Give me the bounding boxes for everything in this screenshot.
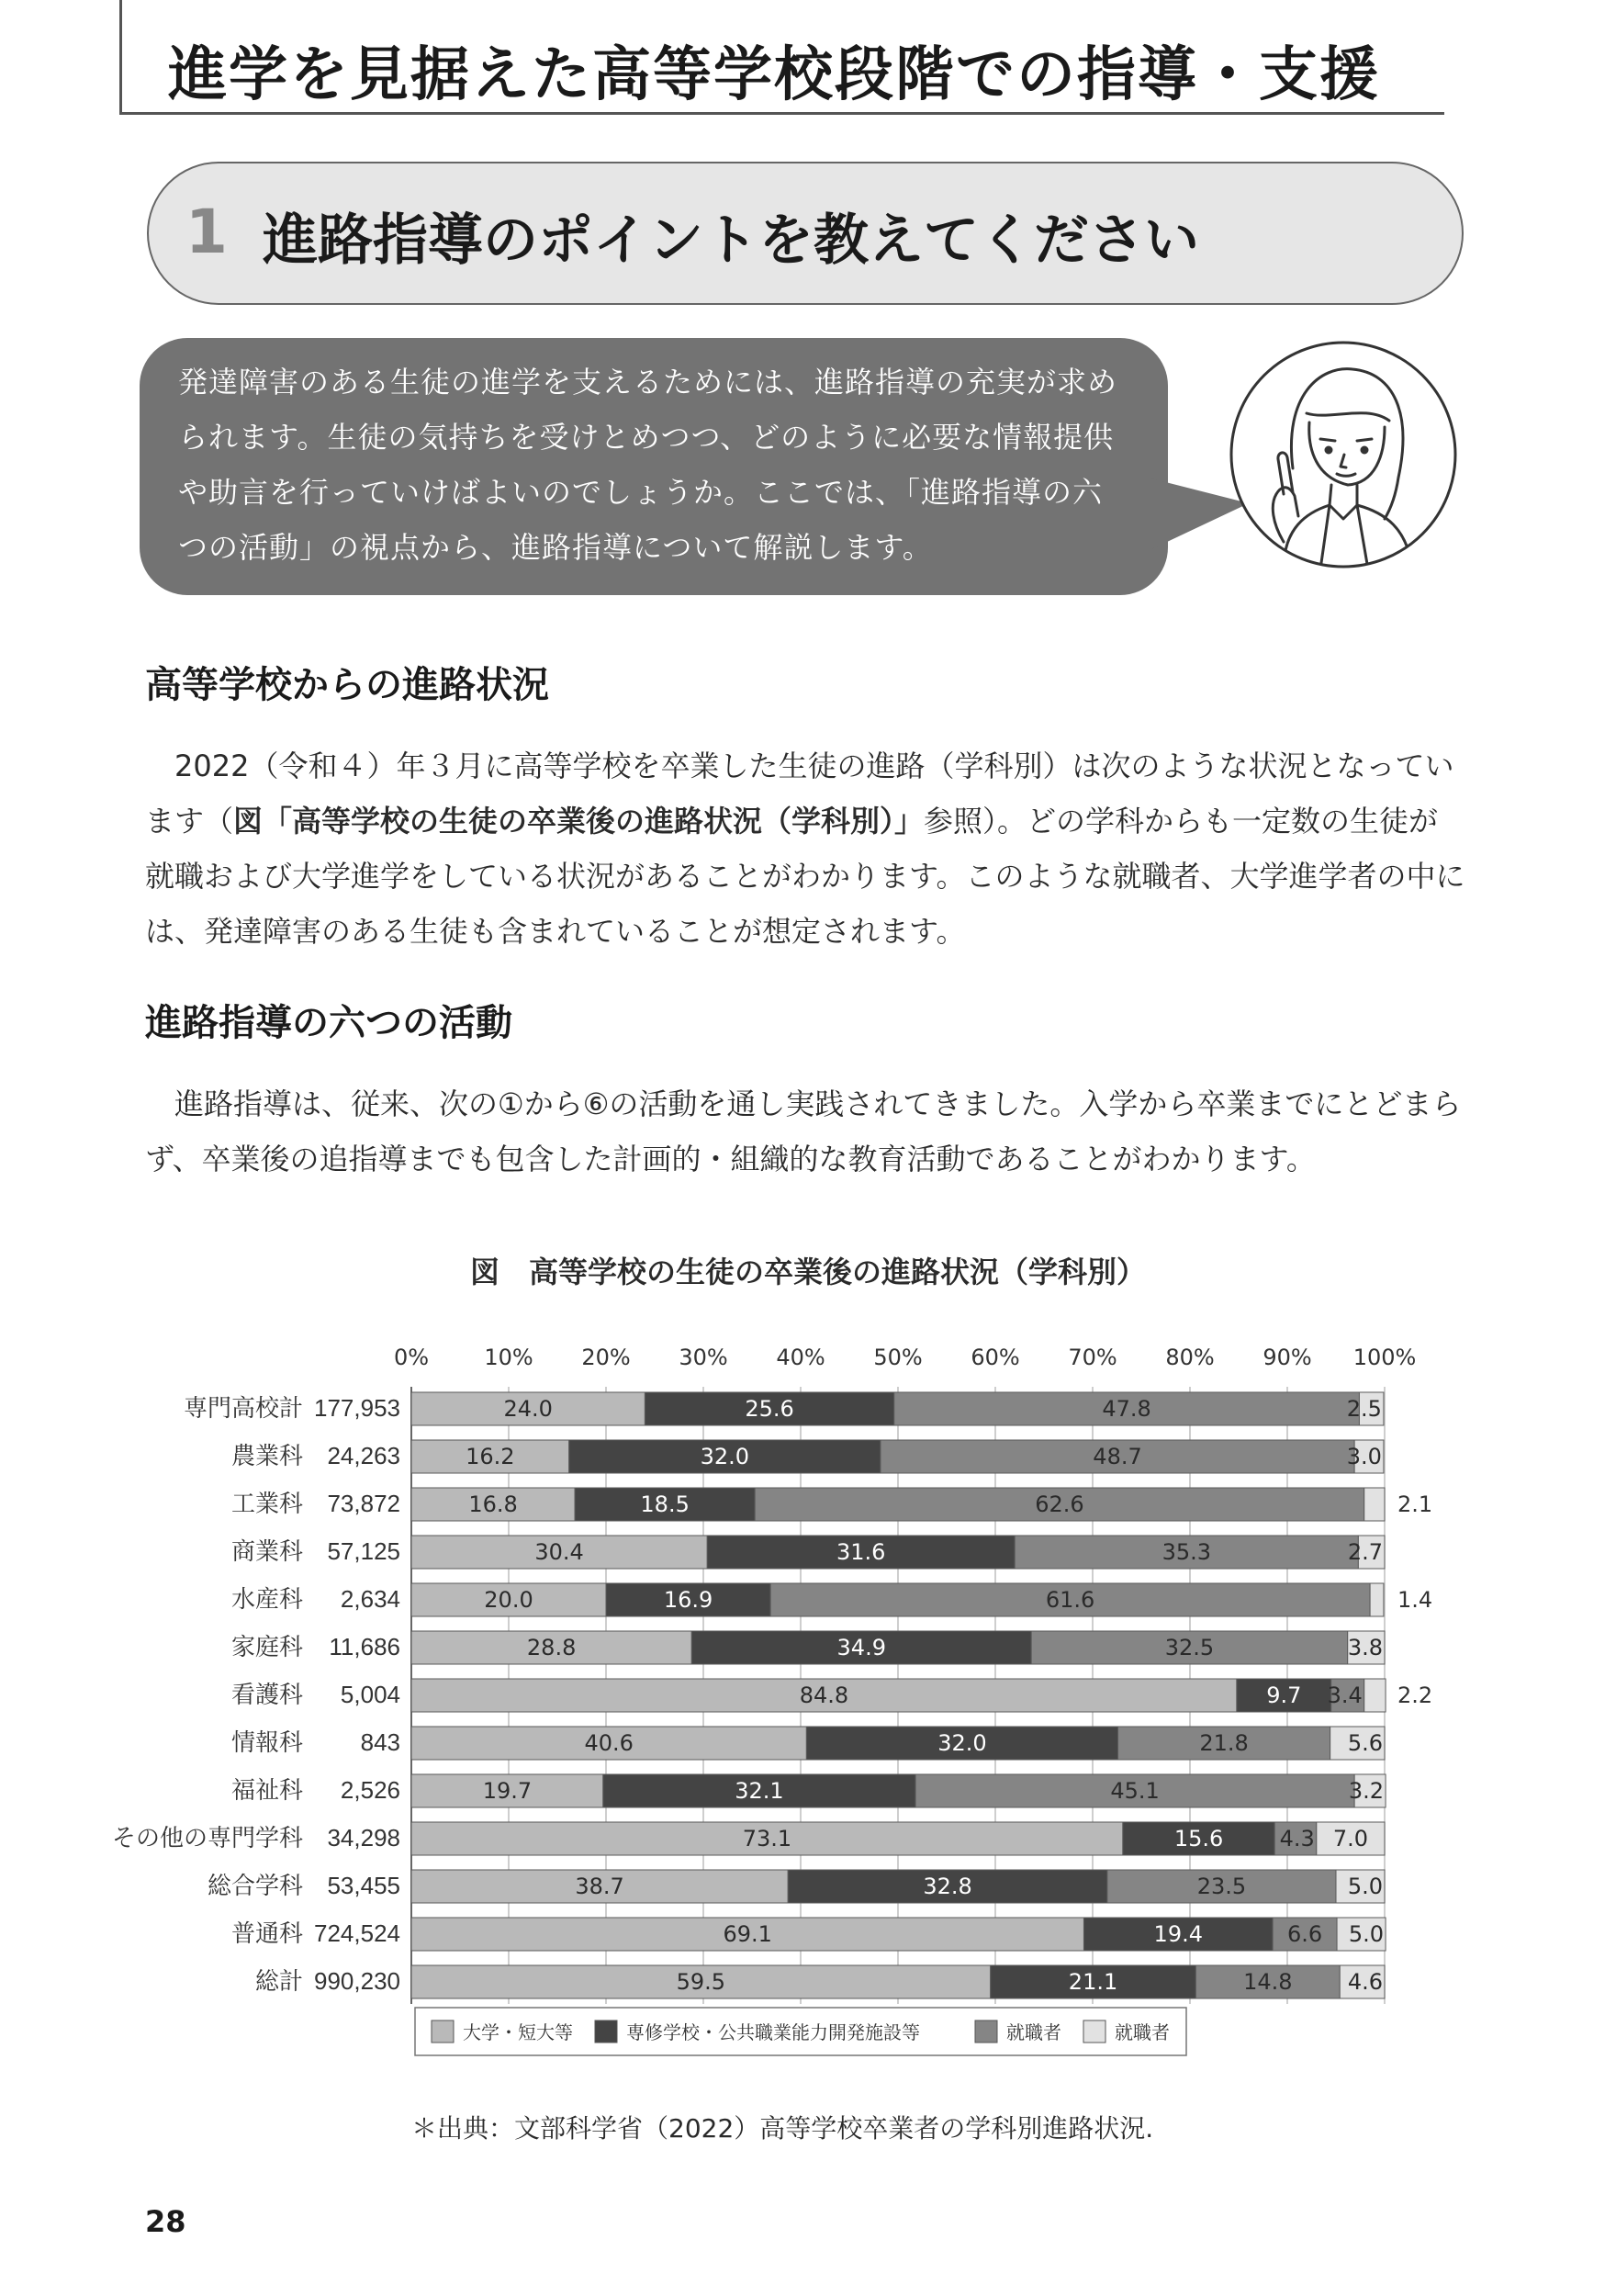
category-count: 177,953 bbox=[314, 1394, 400, 1422]
data-label: 28.8 bbox=[526, 1635, 577, 1660]
data-label: 21.1 bbox=[1068, 1969, 1118, 1995]
data-label: 3.4 bbox=[1327, 1683, 1363, 1708]
x-tick-label: 50% bbox=[873, 1345, 923, 1370]
page-title: 進学を見据えた高等学校段階での指導・支援 bbox=[168, 41, 1380, 109]
category-label: 情報科 bbox=[230, 1728, 303, 1756]
data-label: 1.4 bbox=[1397, 1587, 1433, 1613]
category-count: 990,230 bbox=[314, 1967, 400, 1995]
x-tick-label: 90% bbox=[1262, 1345, 1312, 1370]
category-count: 2,634 bbox=[340, 1585, 400, 1613]
section-number: 1 bbox=[185, 197, 228, 267]
category-label: 家庭科 bbox=[230, 1633, 303, 1660]
intro-line: られます。生徒の気持ちを受けとめつつ、どのように必要な情報提供 bbox=[178, 420, 1115, 455]
data-label: 14.8 bbox=[1243, 1969, 1293, 1995]
category-label: 普通科 bbox=[230, 1919, 303, 1947]
data-label: 7.0 bbox=[1332, 1826, 1368, 1851]
data-label: 20.0 bbox=[484, 1587, 533, 1613]
page-number: 28 bbox=[145, 2204, 186, 2239]
intro-speech-bubble bbox=[140, 338, 1168, 595]
x-tick-label: 80% bbox=[1165, 1345, 1215, 1370]
category-label: 水産科 bbox=[230, 1585, 303, 1613]
category-count: 2,526 bbox=[340, 1776, 400, 1804]
data-label: 59.5 bbox=[676, 1969, 726, 1995]
data-label: 32.1 bbox=[735, 1778, 784, 1804]
legend-label: 就職者 bbox=[1115, 2021, 1170, 2043]
category-label: 農業科 bbox=[230, 1442, 303, 1469]
career-path-stacked-bar-chart bbox=[0, 1322, 1616, 2094]
legend-swatch bbox=[1083, 2020, 1105, 2043]
data-label: 84.8 bbox=[799, 1683, 849, 1708]
bar-segment bbox=[1364, 1679, 1386, 1712]
x-tick-label: 40% bbox=[776, 1345, 825, 1370]
legend-label: 大学・短大等 bbox=[463, 2021, 573, 2043]
category-count: 57,125 bbox=[327, 1537, 400, 1565]
body-text: 参照）。どの学科からも一定数の生徒が就職および大学進学をしている状況があることがわかります。このような就職者、大学進学者の中には、発達障害のある生徒も含まれていることが想定されます。 bbox=[145, 804, 1465, 949]
data-label: 16.2 bbox=[466, 1444, 515, 1469]
source-note: ＊出典：文部科学省（2022）高等学校卒業者の学科別進路状況. bbox=[411, 2113, 1154, 2144]
bar-segment bbox=[1370, 1583, 1384, 1616]
legend-label: 専修学校・公共職業能力開発施設等 bbox=[626, 2021, 920, 2043]
data-label: 40.6 bbox=[584, 1730, 634, 1756]
data-label: 69.1 bbox=[723, 1921, 772, 1947]
section-title-pill bbox=[147, 162, 1464, 305]
data-label: 25.6 bbox=[745, 1396, 794, 1422]
category-label: 総合学科 bbox=[207, 1872, 303, 1899]
data-label: 45.1 bbox=[1110, 1778, 1160, 1804]
data-label: 48.7 bbox=[1093, 1444, 1142, 1469]
data-label: 47.8 bbox=[1102, 1396, 1151, 1422]
section-heading: 高等学校からの進路状況 bbox=[145, 664, 549, 706]
page-header bbox=[119, 0, 1444, 115]
body-paragraph: 進路指導は、従来、次の①から⑥の活動を通し実践されてきました。入学から卒業までにとどまらず、卒業後の追指導までも包含した計画的・組織的な教育活動であることがわかります。 bbox=[145, 1086, 1462, 1176]
data-label: 9.7 bbox=[1266, 1683, 1302, 1708]
category-count: 34,298 bbox=[327, 1824, 400, 1851]
legend-swatch bbox=[595, 2020, 617, 2043]
x-tick-label: 30% bbox=[679, 1345, 728, 1370]
data-label: 21.8 bbox=[1199, 1730, 1249, 1756]
category-count: 5,004 bbox=[340, 1681, 400, 1708]
data-label: 16.8 bbox=[468, 1491, 518, 1517]
data-label: 23.5 bbox=[1196, 1874, 1247, 1899]
data-label: 4.3 bbox=[1279, 1826, 1315, 1851]
data-label: 73.1 bbox=[742, 1826, 792, 1851]
data-label: 5.6 bbox=[1347, 1730, 1383, 1756]
section-title: 進路指導のポイントを教えてください bbox=[263, 208, 1199, 273]
data-label: 32.0 bbox=[937, 1730, 987, 1756]
x-tick-label: 0% bbox=[393, 1345, 430, 1370]
data-label: 61.6 bbox=[1045, 1587, 1095, 1613]
figure-reference: 図「高等学校の生徒の卒業後の進路状況（学科別）」 bbox=[233, 804, 925, 838]
x-tick-label: 70% bbox=[1068, 1345, 1117, 1370]
teacher-avatar-icon bbox=[1229, 340, 1458, 569]
x-tick-label: 10% bbox=[484, 1345, 533, 1370]
data-label: 18.5 bbox=[640, 1491, 690, 1517]
data-label: 35.3 bbox=[1162, 1539, 1212, 1565]
data-label: 19.7 bbox=[482, 1778, 533, 1804]
category-count: 73,872 bbox=[327, 1490, 400, 1517]
legend-swatch bbox=[432, 2020, 454, 2043]
category-label: 福祉科 bbox=[230, 1776, 303, 1804]
data-label: 6.6 bbox=[1286, 1921, 1323, 1947]
body-paragraph bbox=[145, 738, 1467, 959]
data-label: 31.6 bbox=[836, 1539, 886, 1565]
data-label: 2.1 bbox=[1397, 1491, 1433, 1517]
legend-swatch bbox=[975, 2020, 997, 2043]
section-heading: 進路指導の六つの活動 bbox=[145, 1002, 512, 1044]
data-label: 34.9 bbox=[836, 1635, 886, 1660]
category-label: その他の専門学科 bbox=[111, 1824, 303, 1851]
data-label: 5.0 bbox=[1348, 1921, 1385, 1947]
category-count: 843 bbox=[360, 1728, 400, 1756]
data-label: 24.0 bbox=[503, 1396, 553, 1422]
data-label: 19.4 bbox=[1153, 1921, 1203, 1947]
category-label: 看護科 bbox=[230, 1681, 303, 1708]
data-label: 32.5 bbox=[1164, 1635, 1215, 1660]
data-label: 5.0 bbox=[1347, 1874, 1383, 1899]
category-count: 11,686 bbox=[329, 1633, 400, 1660]
data-label: 3.8 bbox=[1347, 1635, 1383, 1660]
data-label: 32.8 bbox=[923, 1874, 972, 1899]
category-count: 724,524 bbox=[314, 1919, 400, 1947]
x-tick-label: 60% bbox=[971, 1345, 1020, 1370]
data-label: 2.7 bbox=[1347, 1539, 1383, 1565]
data-label: 2.5 bbox=[1346, 1396, 1382, 1422]
category-label: 商業科 bbox=[230, 1537, 303, 1565]
data-label: 4.6 bbox=[1347, 1969, 1383, 1995]
x-tick-label: 20% bbox=[581, 1345, 631, 1370]
bar-segment bbox=[1364, 1488, 1385, 1521]
x-tick-label: 100% bbox=[1352, 1345, 1417, 1370]
data-label: 2.2 bbox=[1397, 1683, 1433, 1708]
intro-line: つの活動」の視点から、進路指導について解説します。 bbox=[178, 530, 933, 565]
legend-label: 就職者 bbox=[1006, 2021, 1061, 2043]
category-count: 53,455 bbox=[327, 1872, 400, 1899]
data-label: 38.7 bbox=[575, 1874, 624, 1899]
category-label: 工業科 bbox=[230, 1490, 303, 1517]
data-label: 15.6 bbox=[1173, 1826, 1224, 1851]
figure-title: 図 高等学校の生徒の卒業後の進路状況（学科別） bbox=[469, 1255, 1146, 1289]
category-label: 総計 bbox=[254, 1967, 303, 1995]
data-label: 3.0 bbox=[1346, 1444, 1382, 1469]
data-label: 30.4 bbox=[534, 1539, 584, 1565]
body-text: 2022（令和４）年３月に高等学校を卒業した生徒の進路（学科別）は次のような状況となっています（ bbox=[145, 748, 1454, 838]
intro-line: 発達障害のある生徒の進学を支えるためには、進路指導の充実が求め bbox=[178, 365, 1118, 400]
category-count: 24,263 bbox=[327, 1442, 400, 1469]
category-label: 専門高校計 bbox=[183, 1394, 303, 1422]
intro-line: や助言を行っていけばよいのでしょうか。ここでは、「進路指導の六 bbox=[178, 475, 1104, 510]
data-label: 62.6 bbox=[1035, 1491, 1084, 1517]
data-label: 3.2 bbox=[1348, 1778, 1385, 1804]
data-label: 16.9 bbox=[663, 1587, 713, 1613]
data-label: 32.0 bbox=[700, 1444, 750, 1469]
